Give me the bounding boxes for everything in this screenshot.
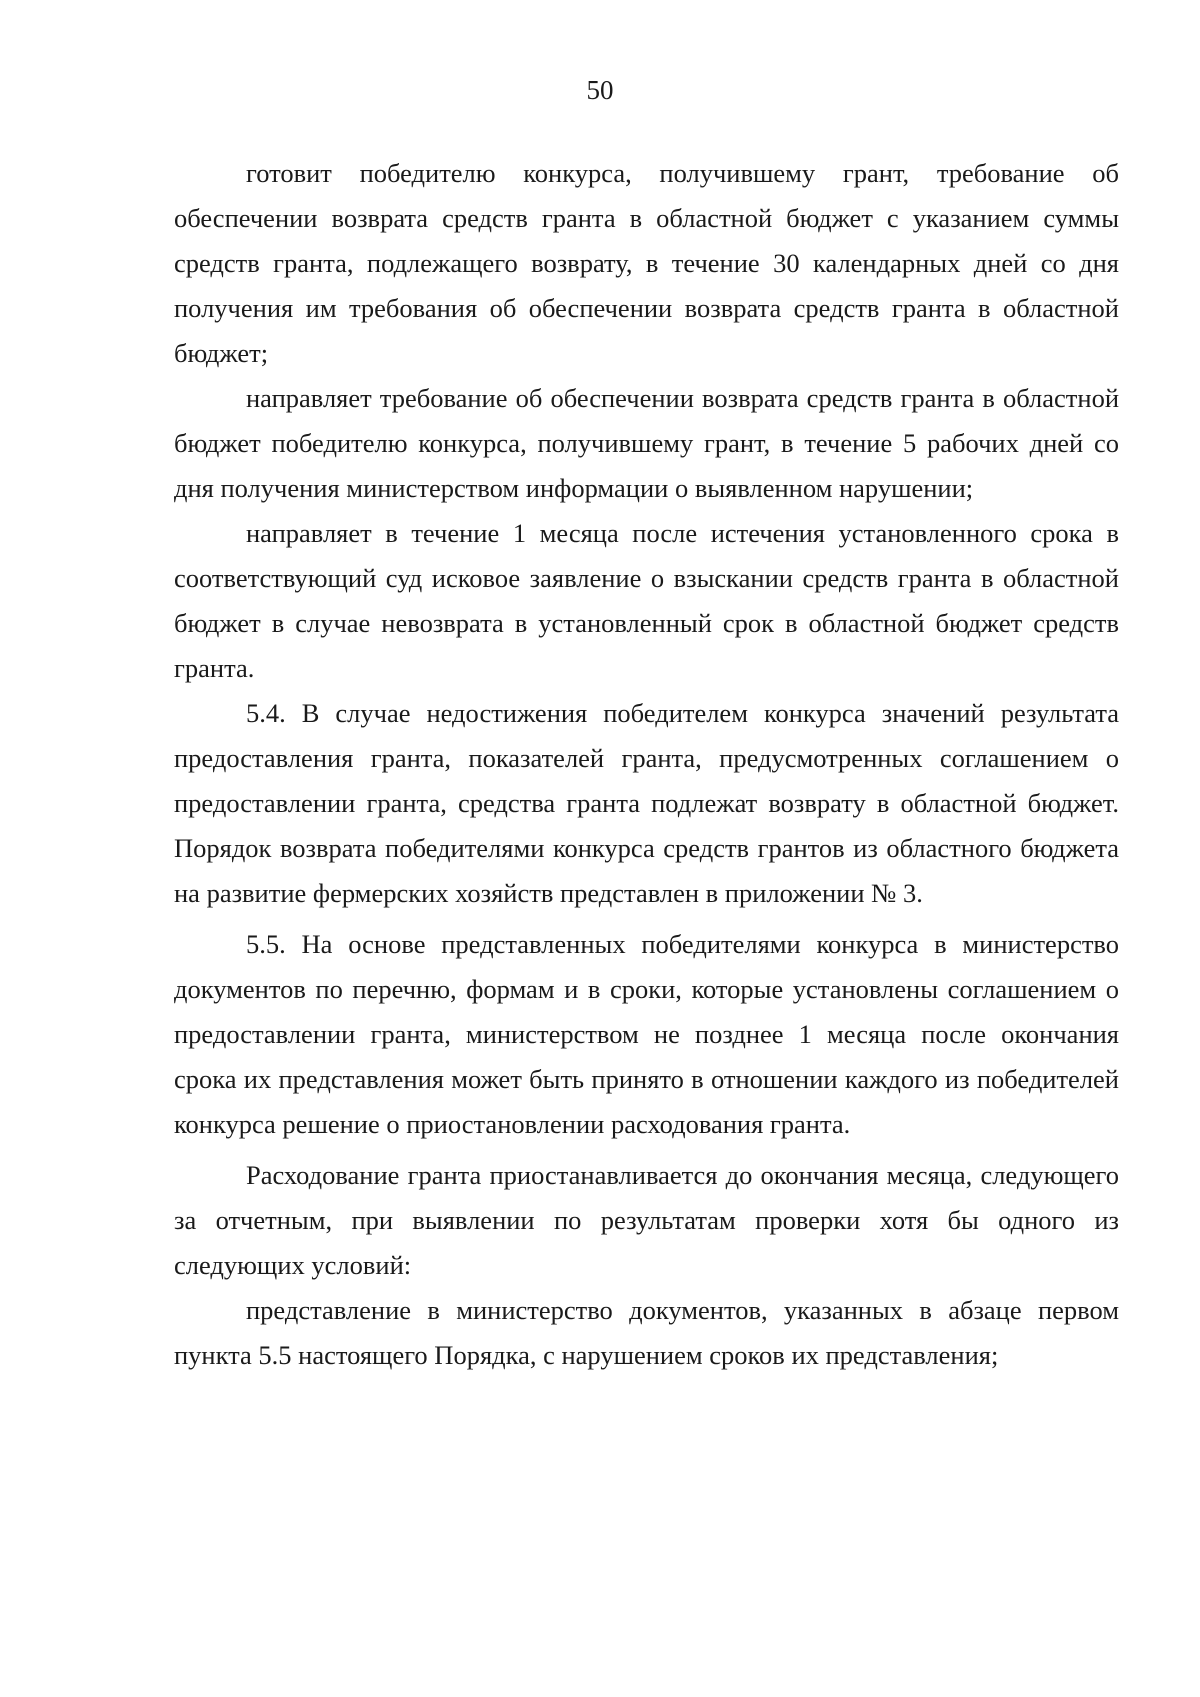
paragraph: представление в министерство документов, указанных в абзаце первом пункта 5.5 настоящего Порядка, с нарушением сроков их представления; xyxy=(174,1295,1119,1370)
paragraph: Расходование гранта приостанавливается до окончания месяца, следующего за отчетным, при выявлении по результатам проверки хотя бы одного из следующих условий: xyxy=(174,1160,1119,1280)
paragraph: готовит победителю конкурса, получившему грант, требование об обеспечении возврата средств гранта в областной бюджет с указанием суммы средств гранта, подлежащего возврату, в течение 30 календарных дней со дня получения им требования об обеспечении возврата средств гранта в областной бюджет; xyxy=(174,158,1119,368)
page-number: 50 xyxy=(586,75,614,105)
paragraph: 5.5. На основе представленных победителями конкурса в министерство документов по перечню, формам и в сроки, которые установлены соглашением о предоставлении гранта, министерством не позднее 1 месяца после окончания срока их представления может быть принято в отношении каждого из победителей конкурса решение о приостановлении расходования гранта. xyxy=(174,929,1119,1139)
paragraph: направляет в течение 1 месяца после истечения установленного срока в соответствующий суд исковое заявление о взыскании средств гранта в областной бюджет в случае невозврата в установленный срок в областной бюджет средств гранта. xyxy=(174,518,1119,683)
paragraph: направляет требование об обеспечении возврата средств гранта в областной бюджет победителю конкурса, получившему грант, в течение 5 рабочих дней со дня получения министерством информации о выявленном нарушении; xyxy=(174,383,1119,503)
document-body xyxy=(174,151,1119,1378)
paragraph: 5.4. В случае недостижения победителем конкурса значений результата предоставления гранта, показателей гранта, предусмотренных соглашением о предоставлении гранта, средства гранта подлежат возврату в областной бюджет. Порядок возврата победителями конкурса средств грантов из областного бюджета на развитие фермерских хозяйств представлен в приложении № 3. xyxy=(174,698,1119,908)
